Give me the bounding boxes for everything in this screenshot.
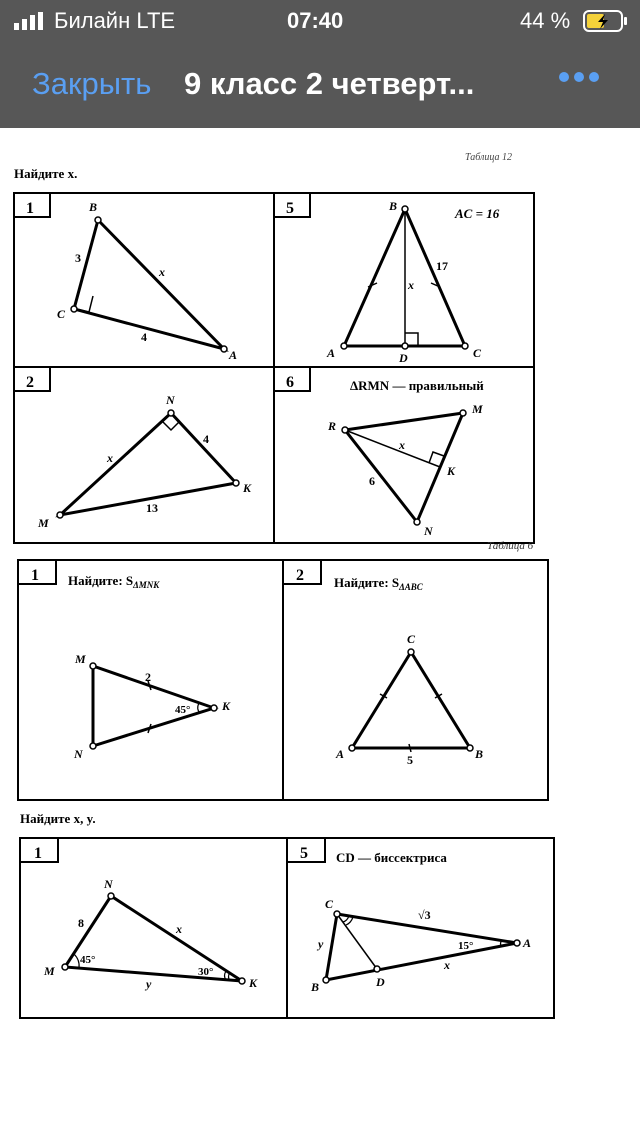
angle-label: 15° [458,940,474,952]
condition-text: ΔRMN — правильный [350,378,484,393]
side-label: 4 [141,330,147,344]
vertex-label: D [376,975,385,989]
unknown-label: y [146,977,152,991]
angle-label: 45° [80,954,96,966]
section1-heading: Найдите x. [14,166,78,181]
vertex-label: K [222,699,231,713]
side-label: √3 [418,908,431,922]
vertex-label: N [166,393,175,407]
battery-percent: 44 % [520,8,571,33]
document-title: 9 класс 2 четверт... [184,66,475,101]
clock: 07:40 [287,8,344,33]
problem-number: 2 [296,567,304,584]
unknown-label: x [107,451,113,465]
side-label: 8 [78,916,84,930]
close-button[interactable]: Закрыть [32,66,152,101]
problem-number: 1 [26,200,34,217]
carrier-label: Билайн LTE [54,8,176,33]
side-label: 4 [203,432,209,446]
vertex-label: R [328,419,337,433]
vertex-label: M [38,516,49,530]
vertex-label: D [399,351,408,365]
condition-text: CD — биссектриса [336,850,447,865]
vertex-label: N [104,877,113,891]
vertex-label: A [523,936,532,950]
vertex-label: M [44,964,55,978]
vertex-label: A [327,346,336,360]
vertex-label: A [336,747,345,761]
angle-label: 45° [175,704,191,716]
side-label: 13 [146,501,158,515]
signal-icon [14,12,50,30]
problem-number: 5 [286,200,294,217]
unknown-label: x [176,922,182,936]
unknown-label: y [318,937,324,951]
vertex-label: A [229,348,238,362]
problem-number: 6 [286,374,294,391]
task-text: Найдите: $S_{\Delta ABC}$ [334,575,423,592]
vertex-label: B [475,747,484,761]
vertex-label: K [243,481,252,495]
section3-heading: Найдите x, y. [20,811,96,826]
ellipsis-icon[interactable] [558,70,600,84]
problem-number: 1 [31,567,39,584]
condition-text: AC = 16 [455,206,500,221]
vertex-label: B [311,980,320,994]
side-label: 6 [369,474,375,488]
vertex-label: N [74,747,83,761]
vertex-label: M [472,402,483,416]
unknown-label: x [159,265,165,279]
angle-label: 30° [198,966,214,978]
problem-number: 5 [300,845,308,862]
vertex-label: N [424,524,433,538]
side-label: 5 [407,753,413,767]
document-page [0,128,640,1136]
vertex-label: M [75,652,86,666]
vertex-label: C [57,307,66,321]
vertex-label: C [473,346,482,360]
problem-number: 2 [26,374,34,391]
side-label: 3 [75,251,81,265]
unknown-label: x [408,278,414,292]
battery-icon [583,10,629,32]
task-text: Найдите: $S_{\Delta MNK}$ [68,573,160,590]
unknown-label: x [444,958,450,972]
vertex-label: B [389,199,398,213]
section1-corner-label: Таблица 12 [465,152,512,163]
vertex-label: C [325,897,334,911]
side-label: 17 [436,259,448,273]
vertex-label: B [89,200,98,214]
side-label: 2 [145,670,151,684]
problem-number: 1 [34,845,42,862]
vertex-label: C [407,632,416,646]
vertex-label: K [447,464,456,478]
top-bar [0,0,640,128]
unknown-label: x [399,438,405,452]
vertex-label: K [249,976,258,990]
section2-corner-label: Таблица 6 [487,540,534,552]
